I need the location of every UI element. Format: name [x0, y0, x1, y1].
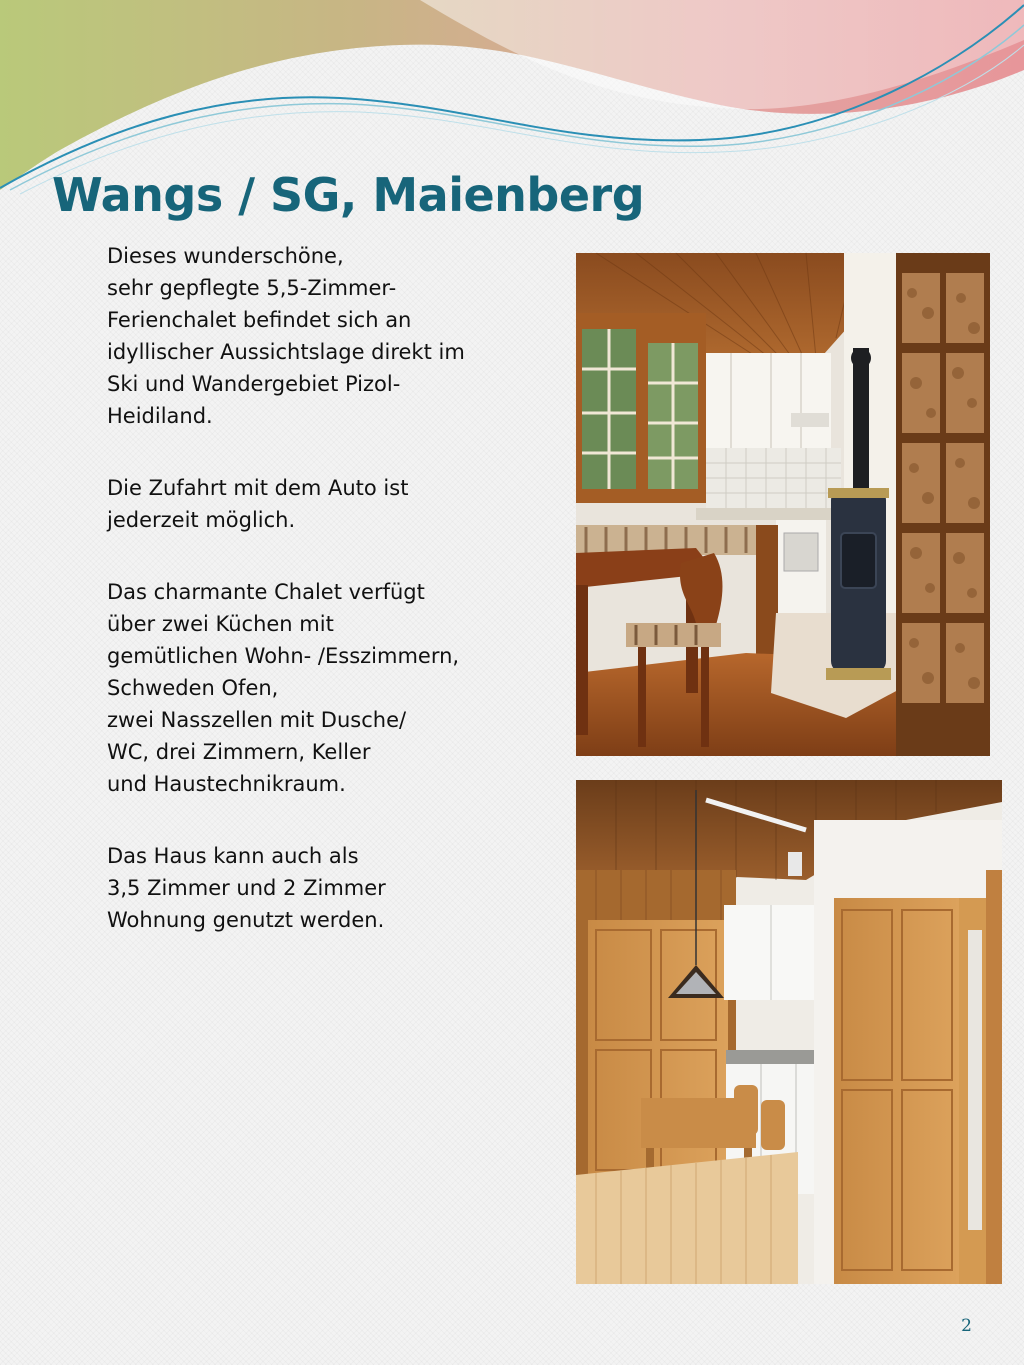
paragraph-usage: Das Haus kann auch als 3,5 Zimmer und 2 Zimmer Wohnung genutzt werden. [107, 844, 386, 932]
body-text [107, 240, 507, 976]
photo-kitchen-with-stove [576, 253, 990, 756]
paragraph-description: Dieses wunderschöne, sehr gepflegte 5,5-Zimmer- Ferienchalet befindet sich an idyllischer Aussichtslage direkt im Ski und Wandergebiet Pizol- Heidiland. [107, 244, 465, 428]
photo-kitchen-with-cabinets [576, 780, 1002, 1284]
page-number: 2 [961, 1316, 972, 1336]
paragraph-features: Das charmante Chalet verfügt über zwei Küchen mit gemütlichen Wohn- /Esszimmern, Schweden Ofen, zwei Nasszellen mit Dusche/ WC, drei Zimmern, Keller und Haustechnikraum. [107, 580, 460, 796]
paragraph-access: Die Zufahrt mit dem Auto ist jederzeit möglich. [107, 476, 409, 532]
slide-title: Wangs / SG, Maienberg [52, 168, 645, 222]
